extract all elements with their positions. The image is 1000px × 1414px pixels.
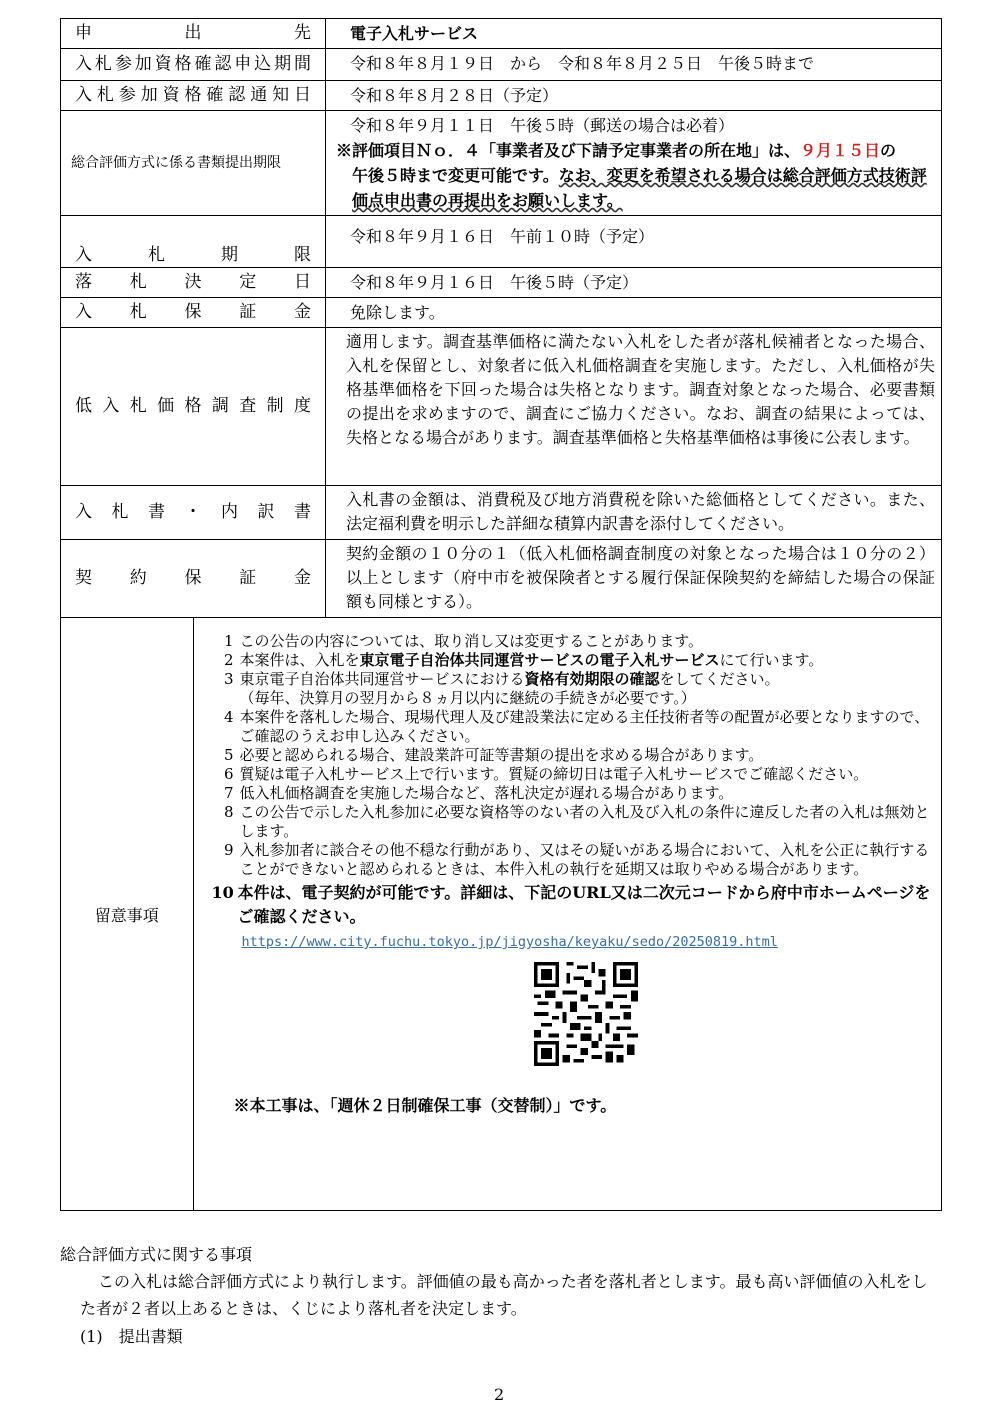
value-bid-deadline: 令和８年９月１６日 午前１０時（予定） xyxy=(326,216,942,268)
value-notification-date: 令和８年８月２８日（予定） xyxy=(326,81,942,111)
deadline-note xyxy=(336,138,935,213)
value-applicant: 電子入札サービス xyxy=(326,19,942,49)
note-item: 7 低入札価格調査を実施した場合など、落札決定が遅れる場合があります。 xyxy=(223,784,734,802)
weekend-note: ※本工事は、「週休２日制確保工事（交替制）」です。 xyxy=(233,1096,617,1115)
deadline-note-red-date: ９月１５日 xyxy=(800,141,881,160)
note-item-electronic-contract: 10 本件は、電子契約が可能です。詳細は、下記のURL又は二次元コードから府中市ホームページをご確認ください。 xyxy=(211,883,931,926)
label-award-date: 落札決定日 xyxy=(61,268,326,298)
note-item: 6 質疑は電子入札サービス上で行います。質疑の締切日は電子入札サービスでご確認ください。 xyxy=(223,765,869,783)
note-item: 5 必要と認められる場合、建設業許可証等書類の提出を求める場合があります。 xyxy=(223,746,764,764)
label-applicant: 申出先 xyxy=(61,19,326,49)
label-bid-deadline: 入札期限 xyxy=(61,216,326,268)
label-bid-form: 入札書・内訳書 xyxy=(61,486,326,540)
page-number: 2 xyxy=(494,1385,505,1404)
note-item: 1 この公告の内容については、取り消し又は変更することがあります。 xyxy=(223,632,704,650)
bid-info-table xyxy=(60,18,942,1211)
section-body: この入札は総合評価方式により執行します。評価値の最も高かった者を落札者とします。最も高い評価値の入札をした者が２者以上あるときは、くじにより落札者を決定します。 xyxy=(80,1272,928,1318)
value-application-period: 令和８年８月１９日 から 令和８年８月２５日 午後５時まで xyxy=(326,49,942,81)
section-title: 総合評価方式に関する事項 xyxy=(60,1245,253,1264)
label-notification-date: 入札参加資格確認通知日 xyxy=(61,81,326,111)
label-document-deadline: 総合評価方式に係る書類提出期限 xyxy=(61,111,326,216)
value-bid-bond: 免除します。 xyxy=(326,298,942,328)
note-item: 8 この公告で示した入札参加に必要な資格等のない者の入札及び入札の条件に違反した者の入札は無効とします。 xyxy=(223,803,930,840)
qr-code-icon xyxy=(534,962,638,1066)
value-document-deadline xyxy=(326,111,942,216)
deadline-note-c: 午後５時まで変更可能です。 xyxy=(352,166,559,185)
deadline-note-b: の xyxy=(880,141,897,160)
deadline-line: 令和８年９月１１日 午後５時（郵送の場合は必着） xyxy=(350,116,735,135)
value-bid-form: 入札書の金額は、消費税及び地方消費税を除いた総価格としてください。また、法定福利費を明示した詳細な積算内訳書を添付してください。 xyxy=(326,486,942,540)
note-item: 2 本案件は、入札を東京電子自治体共同運営サービスの電子入札サービスにて行います。 xyxy=(223,651,824,669)
section-subheading: (1) 提出書類 xyxy=(80,1327,183,1346)
label-bid-bond: 入札保証金 xyxy=(61,298,326,328)
note-item: 3 東京電子自治体共同運営サービスにおける資格有効期限の確認をしてください。 （毎年、決算月の翌月から８ヵ月以内に継続の手続きが必要です。） xyxy=(223,670,780,707)
fuchu-city-link[interactable]: https://www.city.fuchu.tokyo.jp/jigyosha/keyaku/sedo/20250819.html xyxy=(241,934,778,950)
note-item: 9 入札参加者に談合その他不穏な行動があり、又はその疑いがある場合において、入札を公正に執行することができないと認められるときは、本件入札の執行を延期又は取りやめる場合があります。 xyxy=(223,841,930,878)
label-contract-bond: 契約保証金 xyxy=(61,540,326,618)
value-award-date: 令和８年９月１６日 午後５時（予定） xyxy=(326,268,942,298)
label-low-bid-system: 低入札価格調査制度 xyxy=(61,328,326,486)
value-low-bid-system: 適用します。調査基準価格に満たない入札をした者が落札候補者となった場合、入札を保留とし、対象者に低入札価格調査を実施します。ただし、入札価格が失格基準価格を下回った場合は失格となります。調査対象となった場合、必要書類の提出を求めますので、調査にご協力ください。なお、調査の結果によっては、失格となる場合があります。調査基準価格と失格基準価格は事後に公表します。 xyxy=(326,328,942,486)
label-notes: 留意事項 xyxy=(61,618,194,1211)
deadline-note-a: ※評価項目Ｎｏ．４「事業者及び下請予定事業者の所在地」は、 xyxy=(336,141,801,160)
label-application-period: 入札参加資格確認申込期間 xyxy=(61,49,326,81)
notes-cell xyxy=(193,618,942,1211)
value-contract-bond: 契約金額の１０分の１（低入札価格調査制度の対象となった場合は１０分の２）以上とします（府中市を被保険者とする履行保証保険契約を締結した場合の保証額も同様とする）。 xyxy=(326,540,942,618)
note-item: 4 本案件を落札した場合、現場代理人及び建設業法に定める主任技術者等の配置が必要となりますので、ご確認のうえお申し込みください。 xyxy=(223,708,930,745)
deadline-note-d: なお、変更を希望される場合は総合評価方式技術評価点申出書の再提出をお願いします。 xyxy=(352,166,927,210)
